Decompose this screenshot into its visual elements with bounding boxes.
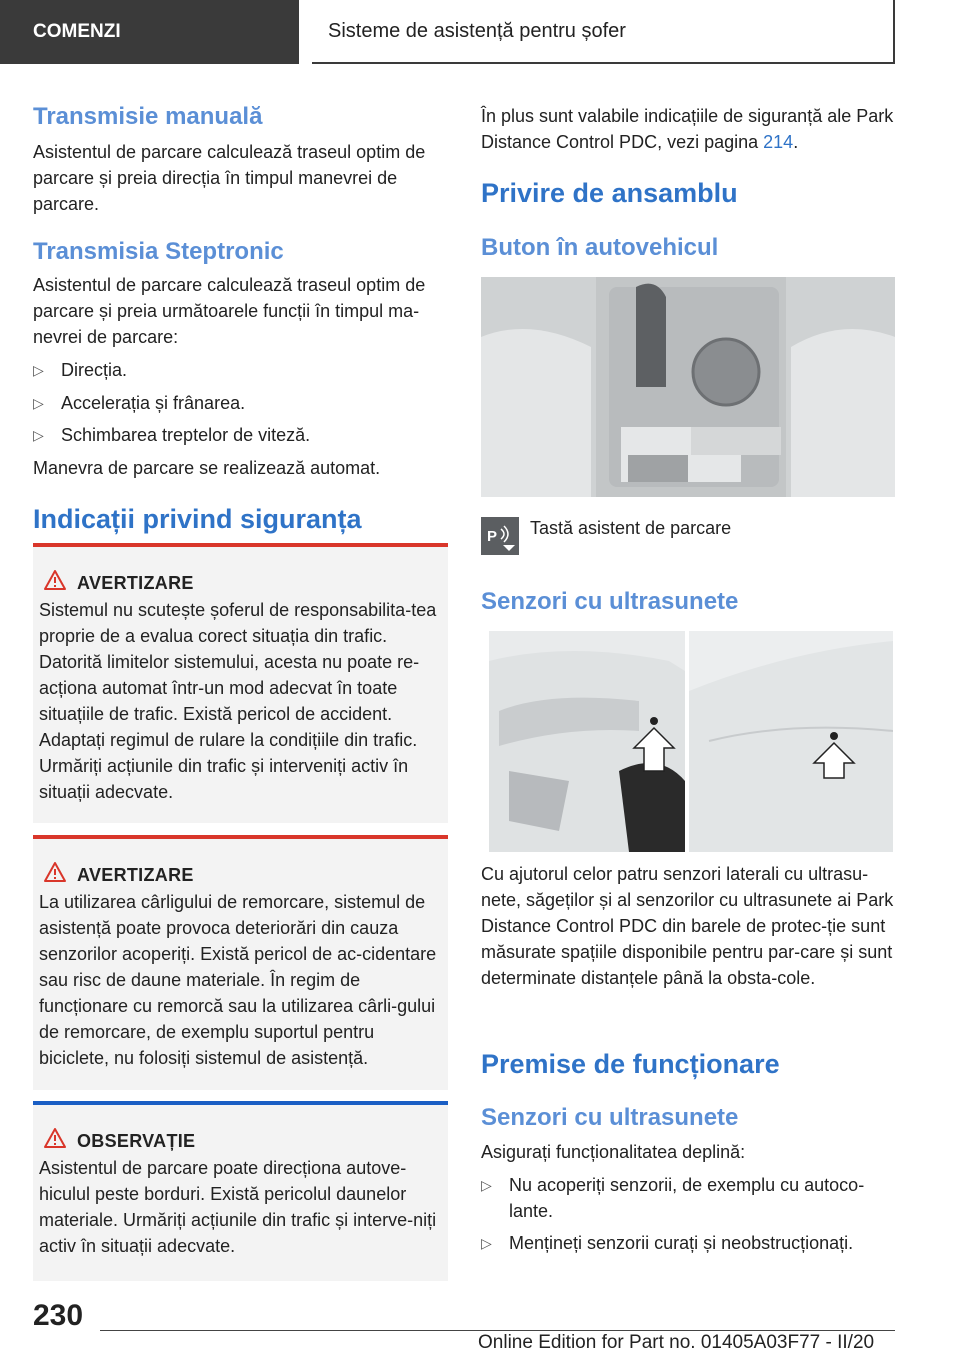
warning-title: AVERTIZARE bbox=[77, 573, 194, 593]
ensure-functionality-text: Asigurați funcționalitatea deplină: bbox=[481, 1142, 746, 1162]
triangle-bullet-icon: ▷ bbox=[481, 1235, 492, 1251]
note-text: Asistentul de parcare poate direcționa autove-hiculul peste borduri. Există pericolul daunelor materiale. Urmăriți acțiunile din trafic și interve-niți activ în situații adecvate. bbox=[39, 1158, 437, 1256]
steptronic-heading: Transmisia Steptronic bbox=[33, 238, 284, 265]
ultrasonic-sensors-subheading: Senzori cu ultrasunete bbox=[481, 1104, 739, 1131]
safety-heading: Indicații privind siguranța bbox=[33, 504, 362, 534]
triangle-bullet-icon: ▷ bbox=[33, 427, 44, 443]
chapter-title: Sisteme de asistență pentru șofer bbox=[312, 0, 895, 64]
page-number: 230 bbox=[33, 1299, 84, 1332]
section-tab: COMENZI bbox=[0, 0, 299, 64]
ultrasonic-sensors-image bbox=[489, 631, 893, 852]
note-title: OBSERVAȚIE bbox=[77, 1131, 196, 1151]
warning-title: AVERTIZARE bbox=[77, 865, 194, 885]
automatic-maneuver-text: Manevra de parcare se realizează automat. bbox=[33, 458, 381, 478]
edition-footer: Online Edition for Part no. 01405A03F77 - II/20 bbox=[478, 1332, 875, 1353]
pdc-safety-reference: În plus sunt valabile indicațiile de siguranță ale Park Distance Control PDC, vezi pagina 214. bbox=[481, 106, 894, 152]
warning-triangle-icon bbox=[43, 861, 67, 883]
page-link[interactable]: 214 bbox=[763, 132, 794, 152]
manual-transmission-heading: Transmisie manuală bbox=[33, 103, 263, 130]
svg-text:P: P bbox=[487, 528, 498, 545]
steptronic-text: Asistentul de parcare calculează traseul optim de parcare și preia următoarele funcții în timpul ma-nevrei de parcare: bbox=[33, 275, 426, 347]
notice-triangle-icon bbox=[43, 1127, 67, 1149]
manual-transmission-text: Asistentul de parcare calculează traseul optim de parcare și preia direcția în timpul manevrei de parcare. bbox=[33, 142, 426, 214]
overview-heading: Privire de ansamblu bbox=[481, 178, 738, 208]
warning-text: La utilizarea cârligului de remorcare, sistemul de asistență poate provoca deteriorări din cauza senzorilor acoperiți. Există pericol de ac-cidentare sau risc de daune materiale. În regim de funcționare cu remorcă sau la utilizarea cârli-gului de remorcare, de exemplu suportul pentru biciclete, nu folosiți sistemul de asistență. bbox=[39, 892, 437, 1068]
center-console-image bbox=[481, 277, 895, 497]
warning-text: Sistemul nu scutește șoferul de responsabilita-tea proprie de a evalua corect situația din trafic. Datorită limitelor sistemului, acesta nu poate re-acționa automat într-un mod adecvat în toate situațiile de trafic. Există pericol de accident. Adaptați regimul de rulare la condițiile din trafic. Urmăriți acțiunile din trafic și interveniți activ în situații adecvate. bbox=[39, 600, 437, 802]
triangle-bullet-icon: ▷ bbox=[33, 395, 44, 411]
triangle-bullet-icon: ▷ bbox=[481, 1177, 492, 1193]
triangle-bullet-icon: ▷ bbox=[33, 362, 44, 378]
note-box bbox=[33, 1101, 448, 1281]
button-heading: Buton în autovehicul bbox=[481, 234, 719, 261]
ultrasonic-sensors-text: Cu ajutorul celor patru senzori laterali cu ultrasu-nete, săgeților și al senzorilor cu ultrasunete ai Park Distance Control PDC din barele de protec-ție sunt măsurate spațiile disponibile pentru par-care și sunt determinate distanțele până la obsta-cole. bbox=[481, 864, 894, 988]
ultrasonic-sensors-heading: Senzori cu ultrasunete bbox=[481, 588, 739, 615]
warning-box bbox=[33, 543, 448, 823]
prerequisites-heading: Premise de funcționare bbox=[481, 1049, 780, 1079]
warning-box bbox=[33, 835, 448, 1090]
parking-button-label: Tastă asistent de parcare bbox=[530, 518, 732, 538]
parking-assistant-icon bbox=[481, 517, 519, 555]
warning-triangle-icon bbox=[43, 569, 67, 591]
